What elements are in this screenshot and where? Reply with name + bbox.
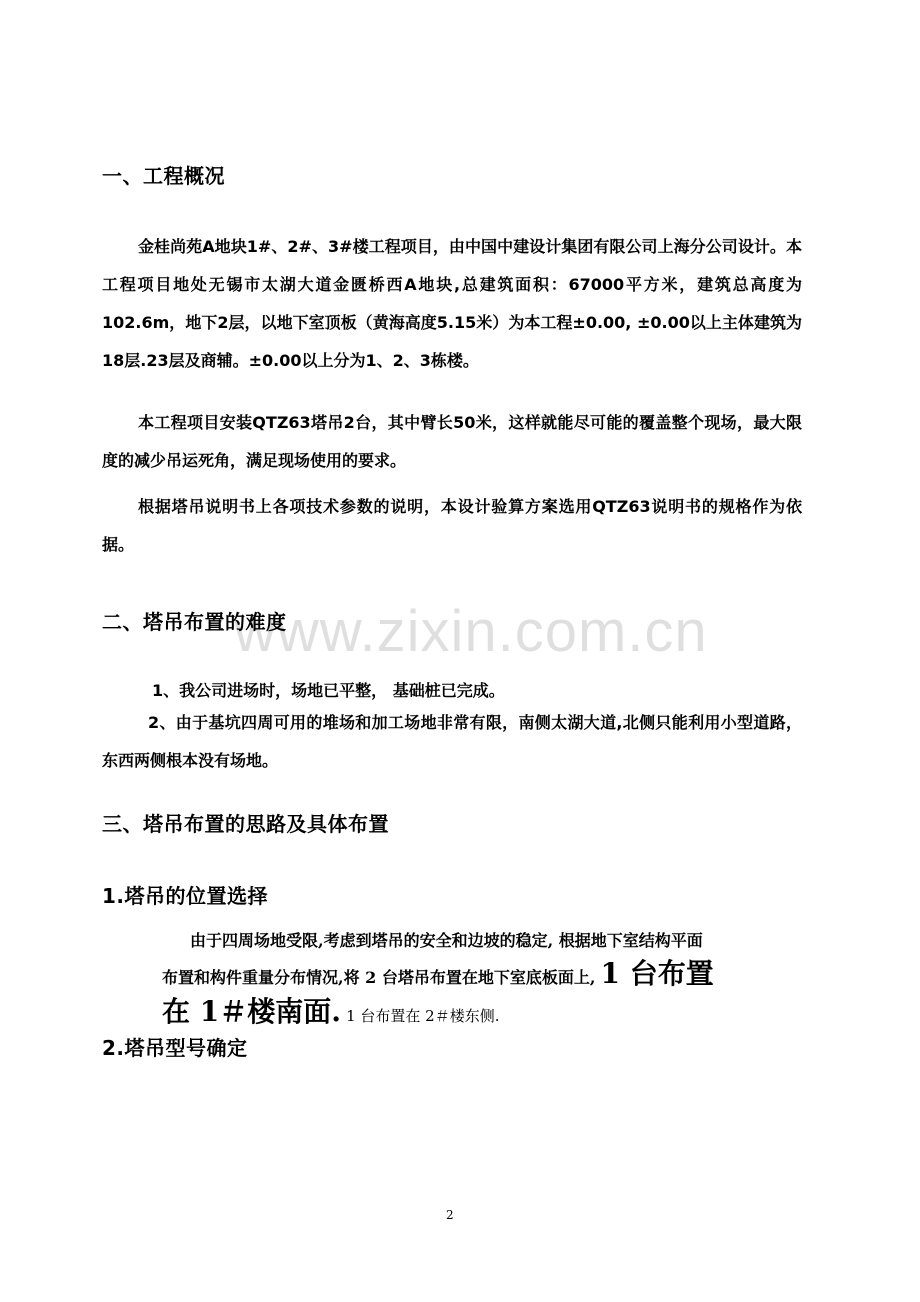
page-number: 2 xyxy=(446,1208,454,1222)
subsection-1-heading: 1.塔吊的位置选择 xyxy=(102,884,269,908)
section-1-heading: 一、工程概况 xyxy=(102,164,225,188)
subsection-1-line-2 xyxy=(162,952,714,992)
section-1-paragraph-1: 金桂尚苑A地块1#、2#、3#楼工程项目，由中国中建设计集团有限公司上海分公司设计。本工程项目地处无锡市太湖大道金匮桥西A地块,总建筑面积：67000平方米，建筑总高度为102.6m，地下2层，以地下室顶板（黄海高度5.15米）为本工程±0.00, ±0.00以上主体建筑为18层.23层及商辅。±0.00以上分为1、2、3栋楼。 xyxy=(102,237,802,370)
section-1-paragraph-3: 根据塔吊说明书上各项技术参数的说明，本设计验算方案选用QTZ63说明书的规格作为依据。 xyxy=(102,497,802,554)
subsection-1-line-2-emphasis: 1 台布置 xyxy=(600,957,714,990)
section-2-item-1: 1、我公司进场时，场地已平整， 基础桩已完成。 xyxy=(152,681,505,700)
section-2-item-2: 2、由于基坑四周可用的堆场和加工场地非常有限，南侧太湖大道,北侧只能利用小型道路，东西两侧根本没有场地。 xyxy=(102,713,802,770)
section-2-heading: 二、塔吊布置的难度 xyxy=(102,610,287,634)
subsection-1-line-3-emphasis: 在 1＃楼南面. xyxy=(162,995,341,1028)
section-3-heading: 三、塔吊布置的思路及具体布置 xyxy=(102,812,389,836)
watermark: www.zixin.com.cn xyxy=(234,599,708,664)
subsection-1-line-1: 由于四周场地受限,考虑到塔吊的安全和边坡的稳定, 根据地下室结构平面 xyxy=(190,931,703,950)
subsection-2-heading: 2.塔吊型号确定 xyxy=(102,1036,248,1060)
subsection-1-line-3 xyxy=(162,990,499,1030)
section-1-paragraph-2: 本工程项目安装QTZ63塔吊2台，其中臂长50米，这样就能尽可能的覆盖整个现场，最大限度的减少吊运死角，满足现场使用的要求。 xyxy=(102,413,802,470)
subsection-1-line-3-text: 1 台布置在 2＃楼东侧. xyxy=(346,1007,500,1025)
subsection-1-line-2-text: 布置和构件重量分布情况,将 2 台塔吊布置在地下室底板面上, xyxy=(162,968,596,987)
